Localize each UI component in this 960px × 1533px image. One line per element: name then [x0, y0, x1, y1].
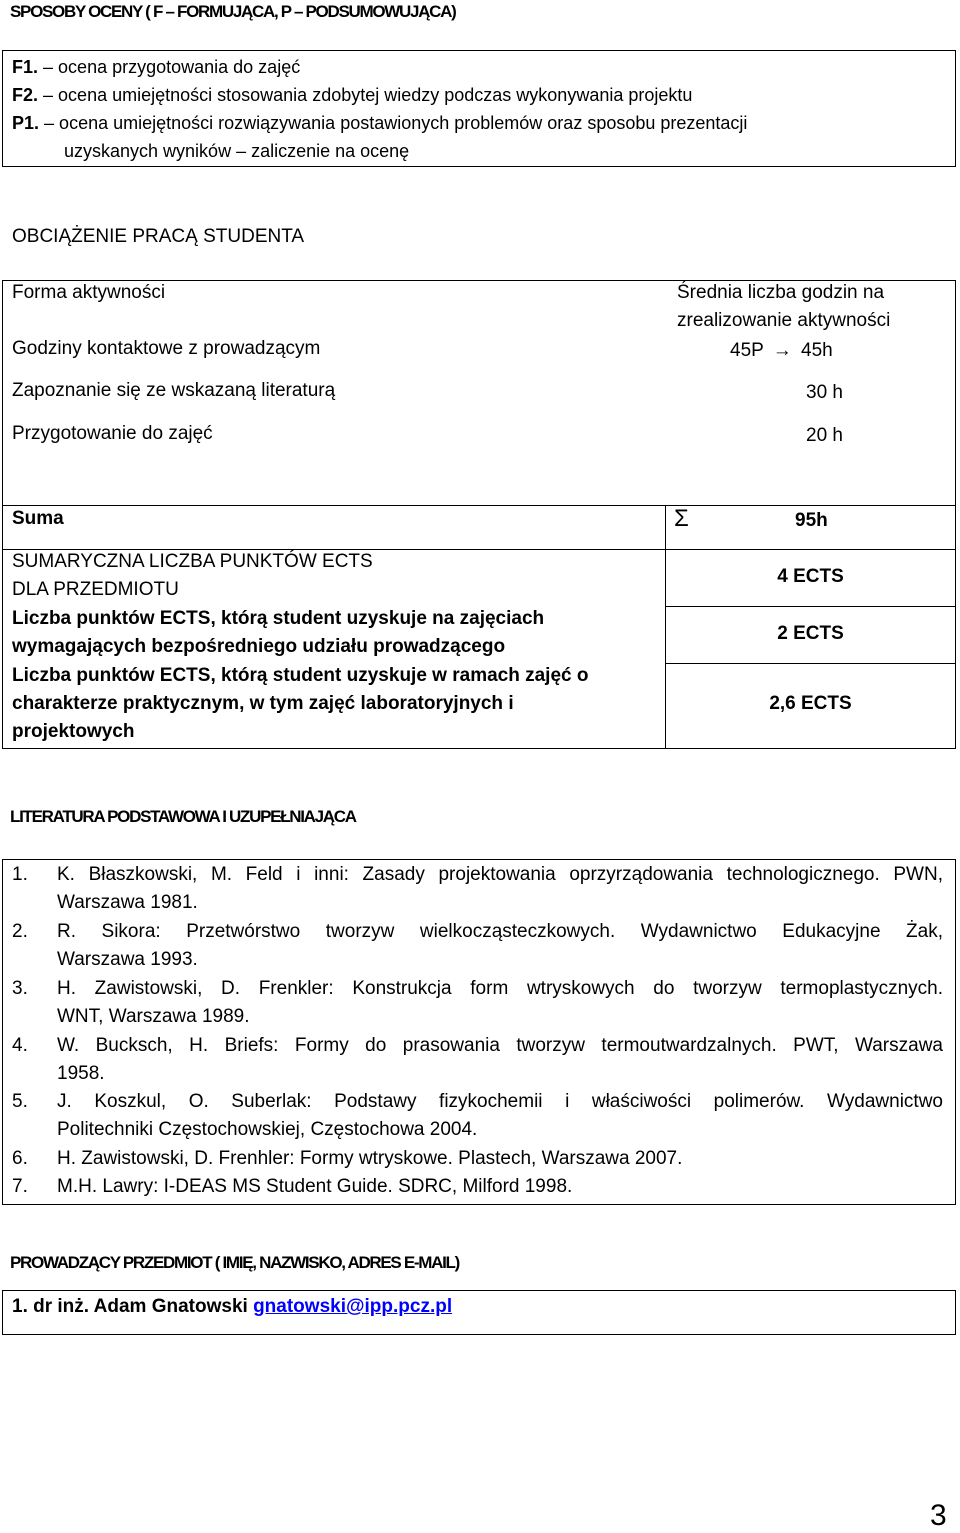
workload-divider [665, 663, 956, 664]
ects-label: DLA PRZEDMIOTU [12, 579, 179, 600]
assessment-title: SPOSOBY OCENY ( F – FORMUJĄCA, P – PODSUMOWUJĄCA) [10, 2, 456, 21]
workload-col2-header: Średnia liczba godzin na [677, 282, 885, 303]
activity-hours: 30 h [806, 382, 843, 403]
literature-item-cont: Politechniki Częstochowskiej, Częstochowa 2004. [57, 1119, 478, 1140]
activity-hours: 20 h [806, 425, 843, 446]
ects-label: Liczba punktów ECTS, którą student uzyskuje na zajęciach [12, 608, 545, 629]
literature-number: 6. [12, 1148, 28, 1169]
ects-label: charakterze praktycznym, w tym zajęć laboratoryjnych i [12, 693, 514, 714]
workload-col1-header: Forma aktywności [12, 282, 166, 303]
ects-label: SUMARYCZNA LICZBA PUNKTÓW ECTS [12, 551, 373, 572]
literature-number: 1. [12, 864, 28, 885]
workload-title: OBCIĄŻENIE PRACĄ STUDENTA [12, 226, 305, 247]
lecturer-email-link[interactable]: gnatowski@ipp.pcz.pl [253, 1296, 453, 1317]
hours-right: 45h [801, 340, 833, 361]
hours-left: 45P [730, 340, 764, 361]
literature-item: H. Zawistowski, D. Frenkler: Konstrukcja form wtryskowych do tworzyw termoplastycznych. [57, 978, 943, 999]
page-number: 3 [930, 1499, 947, 1532]
workload-divider [2, 505, 956, 506]
activity-label: Zapoznanie się ze wskazaną literaturą [12, 380, 336, 401]
activity-hours [730, 340, 833, 362]
literature-item: H. Zawistowski, D. Frenhler: Formy wtryskowe. Plastech, Warszawa 2007. [57, 1148, 683, 1169]
activity-label: Przygotowanie do zajęć [12, 423, 213, 444]
assessment-text: – ocena umiejętności rozwiązywania postawionych problemów oraz sposobu prezentacji [44, 113, 748, 133]
assessment-code: F1. [12, 57, 39, 77]
literature-item: R. Sikora: Przetwórstwo tworzyw wielkocząsteczkowych. Wydawnictwo Edukacyjne Żak, [57, 921, 943, 942]
assessment-text: – ocena przygotowania do zajęć [43, 57, 301, 77]
ects-label: projektowych [12, 721, 135, 742]
assessment-code: F2. [12, 85, 39, 105]
assessment-text: – ocena umiejętności stosowania zdobytej wiedzy podczas wykonywania projektu [43, 85, 693, 105]
ects-value: 4 ECTS [777, 566, 844, 587]
lecturer-entry [12, 1296, 452, 1318]
literature-item: M.H. Lawry: I-DEAS MS Student Guide. SDRC, Milford 1998. [57, 1176, 573, 1197]
activity-label: Godziny kontaktowe z prowadzącym [12, 338, 321, 359]
sum-value: 95h [795, 510, 828, 531]
literature-title: LITERATURA PODSTAWOWA I UZUPEŁNIAJĄCA [10, 807, 356, 826]
literature-item-cont: Warszawa 1993. [57, 949, 198, 970]
assessment-item [12, 57, 300, 78]
literature-item: W. Bucksch, H. Briefs: Formy do prasowania tworzyw termoutwardzalnych. PWT, Warszawa [57, 1035, 943, 1056]
assessment-item [12, 85, 692, 106]
literature-item-cont: 1958. [57, 1063, 105, 1084]
assessment-item [12, 113, 747, 134]
arrow-icon: → [772, 340, 792, 361]
workload-divider [2, 549, 956, 550]
lecturer-title: PROWADZĄCY PRZEDMIOT ( IMIĘ, NAZWISKO, ADRES E-MAIL) [10, 1253, 459, 1272]
literature-item-cont: WNT, Warszawa 1989. [57, 1006, 250, 1027]
literature-item: J. Koszkul, O. Suberlak: Podstawy fizykochemii i właściwości polimerów. Wydawnictwo [57, 1091, 943, 1112]
workload-divider [665, 606, 956, 607]
ects-value: 2 ECTS [777, 623, 844, 644]
literature-number: 3. [12, 978, 28, 999]
sigma-icon: Σ [674, 505, 689, 532]
literature-number: 5. [12, 1091, 28, 1112]
lecturer-name: 1. dr inż. Adam Gnatowski [12, 1296, 248, 1317]
ects-label: Liczba punktów ECTS, którą student uzyskuje w ramach zajęć o [12, 665, 589, 686]
literature-number: 2. [12, 921, 28, 942]
workload-col2-header: zrealizowanie aktywności [677, 310, 891, 331]
assessment-text-cont: uzyskanych wyników – zaliczenie na ocenę [64, 141, 410, 161]
literature-number: 7. [12, 1176, 28, 1197]
literature-item: K. Błaszkowski, M. Feld i inni: Zasady projektowania oprzyrządowania technologicznego. PWN, [57, 864, 943, 885]
literature-number: 4. [12, 1035, 28, 1056]
ects-label: wymagających bezpośredniego udziału prowadzącego [12, 636, 506, 657]
literature-item-cont: Warszawa 1981. [57, 892, 198, 913]
sum-label: Suma [12, 508, 64, 529]
ects-value: 2,6 ECTS [769, 693, 852, 714]
assessment-code: P1. [12, 113, 40, 133]
